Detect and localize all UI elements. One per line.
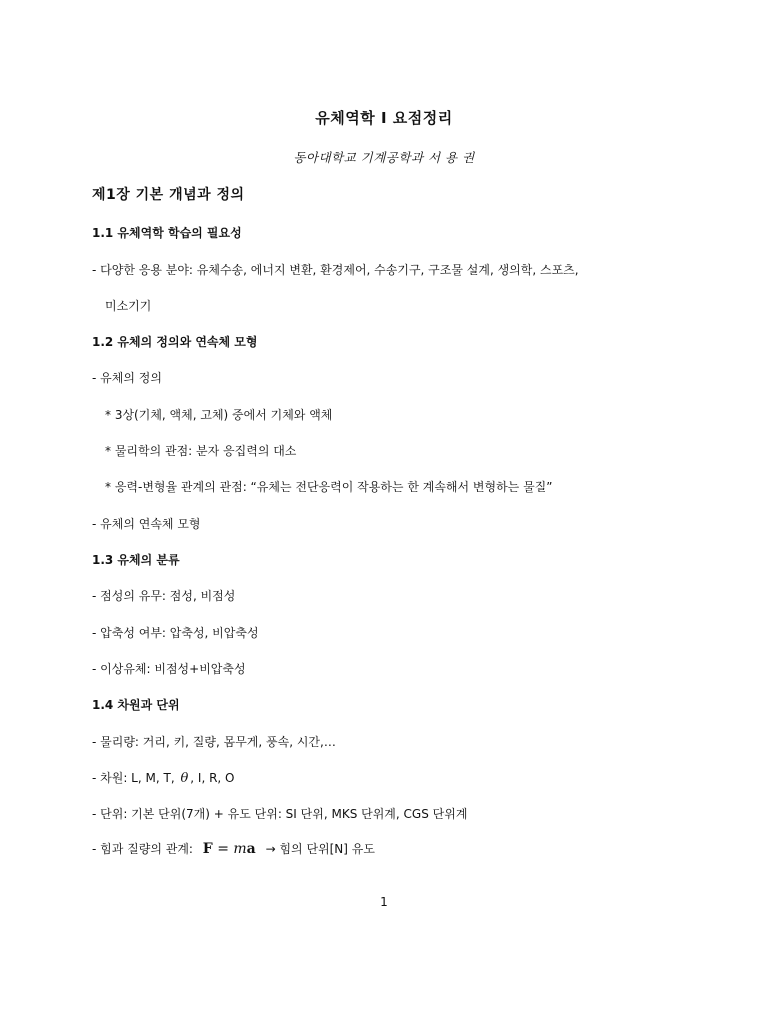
section-heading-1-3: 1.3 유체의 분류	[92, 553, 180, 567]
list-item: - 유체의 정의	[92, 371, 162, 385]
dimension-prefix: - 차원: L, M, T,	[92, 771, 175, 785]
dimension-suffix: , I, R, O	[190, 771, 235, 785]
bullet-item: * 응력-변형율 관계의 관점: “유체는 전단응력이 작용하는 한 계속해서 변형하는 물질”	[105, 480, 553, 494]
section-heading-1-4: 1.4 차원과 단위	[92, 698, 180, 712]
list-item: - 점성의 유무: 점성, 비점성	[92, 589, 236, 603]
list-item-dimensions	[92, 769, 235, 786]
chapter-heading: 제1장 기본 개념과 정의	[92, 187, 245, 203]
document-title: 유체역학 I 요점정리	[315, 109, 453, 127]
force-prefix: - 힘과 질량의 관계:	[92, 842, 193, 856]
list-item: - 단위: 기본 단위(7개) + 유도 단위: SI 단위, MKS 단위계, CGS 단위계	[92, 807, 468, 821]
bullet-item: * 3상(기체, 액체, 고체) 중에서 기체와 액체	[105, 408, 333, 422]
list-item: - 이상유체: 비점성+비압축성	[92, 662, 246, 676]
section-heading-1-2: 1.2 유체의 정의와 연속체 모형	[92, 335, 258, 349]
newton-formula	[203, 841, 256, 857]
list-item-continuation: 미소기기	[105, 299, 152, 313]
list-item-force-mass	[92, 840, 375, 857]
page-number: 1	[380, 895, 388, 909]
list-item: - 다양한 응용 분야: 유체수송, 에너지 변환, 환경제어, 수송기구, 구조물 설계, 생의학, 스포츠,	[92, 263, 579, 277]
list-item: - 압축성 여부: 압축성, 비압축성	[92, 626, 259, 640]
formula-accel: a	[246, 841, 256, 857]
formula-force: F	[202, 841, 213, 857]
theta-symbol: θ	[180, 771, 189, 786]
formula-equals: =	[212, 841, 234, 857]
bullet-item: * 물리학의 관점: 분자 응집력의 대소	[105, 444, 297, 458]
list-item: - 물리량: 거리, 키, 질량, 몸무게, 풍속, 시간,…	[92, 735, 336, 749]
list-item: - 유체의 연속체 모형	[92, 517, 201, 531]
force-suffix: → 힘의 단위[N] 유도	[265, 842, 375, 856]
formula-mass: m	[233, 841, 247, 857]
section-heading-1-1: 1.1 유체역학 학습의 필요성	[92, 226, 242, 240]
author-line: 동아대학교 기계공학과 서 용 권	[293, 150, 475, 165]
